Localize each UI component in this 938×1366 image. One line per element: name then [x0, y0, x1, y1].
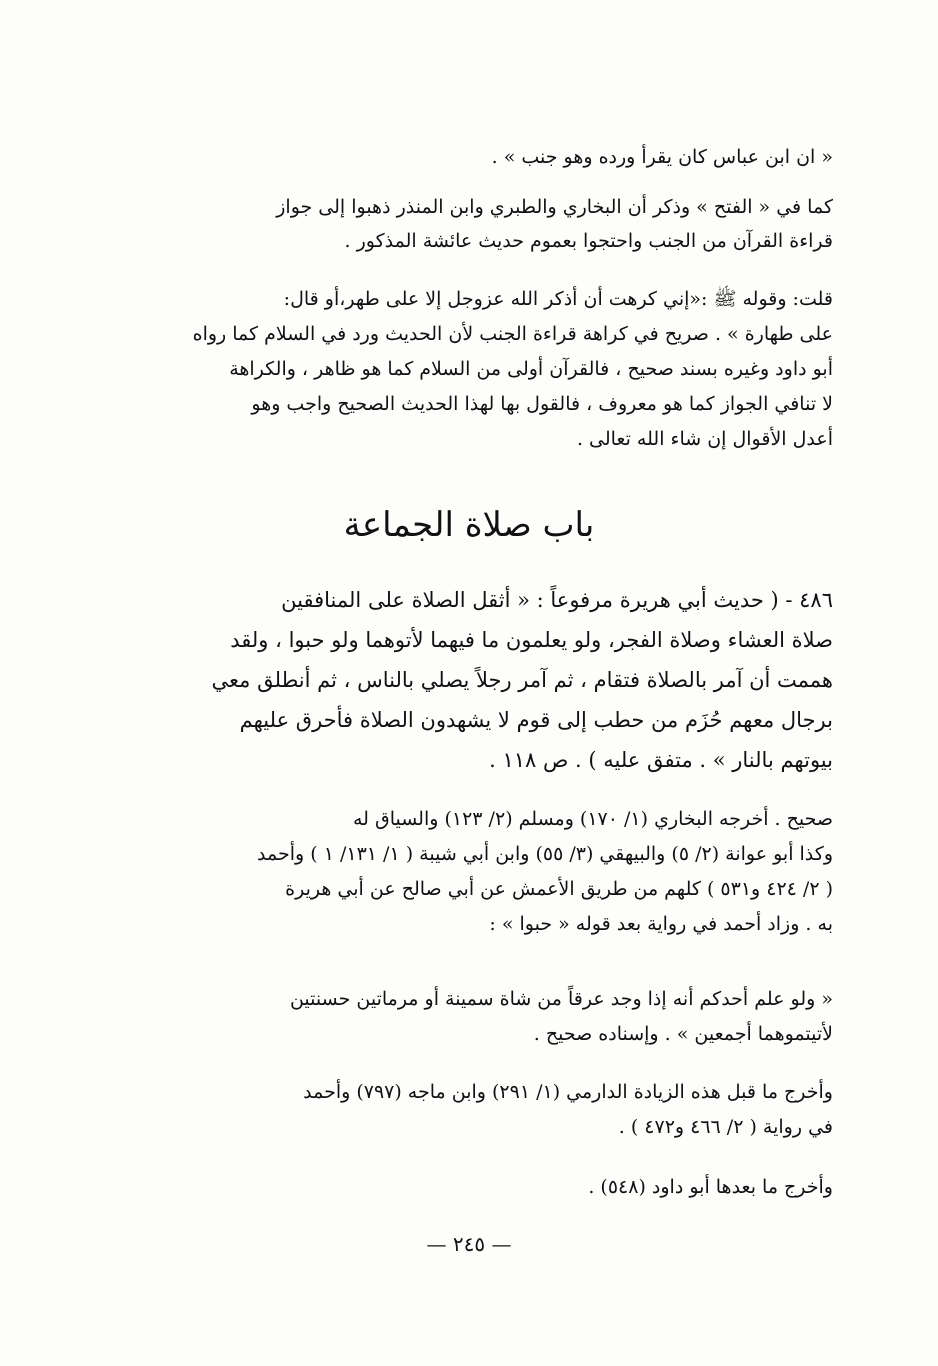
text-line: أعدل الأقوال إن شاء الله تعالى .	[576, 428, 833, 450]
text-line: وكذا أبو عوانة (٢/ ٥) والبيهقي (٣/ ٥٥) وابن أبي شيبة ( ١/ ١٣١/ ١ ) وأحمد	[257, 843, 833, 865]
text-line: « ولو علم أحدكم أنه إذا وجد عرقاً من شاة سمينة أو مرماتين حسنتين	[289, 988, 833, 1010]
paragraph-darimi	[153, 1075, 833, 1145]
text-line: صحيح . أخرجه البخاري (١/ ١٧٠) ومسلم (٢/ ١٢٣) والسياق له	[352, 808, 833, 830]
text-line: ٤٨٦ - ( حديث أبي هريرة مرفوعاً : « أثقل الصلاة على المنافقين	[281, 588, 833, 612]
paragraph-qult	[153, 282, 833, 457]
paragraph-fath	[153, 190, 833, 258]
chapter-title: باب صلاة الجماعة	[343, 505, 595, 545]
text-line: برجال معهم حُزَم من حطب إلى قوم لا يشهدون الصلاة فأحرق عليهم	[239, 708, 833, 732]
text-line: أبو داود وغيره بسند صحيح ، فالقرآن أولى من السلام كما هو ظاهر ، والكراهة	[229, 358, 833, 380]
text-line: به . وزاد أحمد في رواية بعد قوله « حبوا » :	[489, 913, 833, 935]
text-line: وأخرج ما بعدها أبو داود (٥٤٨) .	[588, 1176, 833, 1198]
text-line: قلت: وقوله ﷺ :«إني كرهت أن أذكر الله عزوجل إلا على طهر،أو قال:	[283, 288, 833, 310]
text-line: « ان ابن عباس كان يقرأ ورده وهو جنب » .	[491, 146, 833, 168]
paragraph-sahih	[153, 802, 833, 942]
text-line: هممت أن آمر بالصلاة فتقام ، ثم آمر رجلاً يصلي بالناس ، ثم أنطلق معي	[211, 668, 833, 692]
text-line: لا تنافي الجواز كما هو معروف ، فالقول بها لهذا الحديث الصحيح واجب وهو	[251, 393, 833, 415]
quote-ibn-abbas	[153, 140, 833, 174]
paragraph-abudawud	[153, 1170, 833, 1205]
text-line: بيوتهم بالنار » . متفق عليه ) . ص ١١٨ .	[489, 748, 833, 772]
text-line: لأتيتموهما أجمعين » . وإسناده صحيح .	[533, 1023, 833, 1045]
text-line: قراءة القرآن من الجنب واحتجوا بعموم حديث عائشة المذكور .	[344, 230, 833, 252]
text-line: ( ٢/ ٤٢٤ و٥٣١ ) كلهم من طريق الأعمش عن أبي صالح عن أبي هريرة	[285, 878, 833, 900]
text-line: في رواية ( ٢/ ٤٦٦ و٤٧٢ ) .	[618, 1116, 833, 1138]
hadith-486	[153, 580, 833, 780]
paragraph-ziyada	[153, 982, 833, 1052]
page-number: — ٢٤٥ —	[426, 1232, 512, 1256]
text-line: كما في « الفتح » وذكر أن البخاري والطبري وابن المنذر ذهبوا إلى جواز	[276, 196, 833, 218]
text-line: وأخرج ما قبل هذه الزيادة الدارمي (١/ ٢٩١) وابن ماجه (٧٩٧) وأحمد	[303, 1081, 833, 1103]
text-line: صلاة العشاء وصلاة الفجر، ولو يعلمون ما فيهما لأتوهما ولو حبوا ، ولقد	[230, 628, 833, 652]
text-line: على طهارة » . صريح في كراهة قراءة الجنب لأن الحديث ورد في السلام كما رواه	[192, 323, 833, 345]
